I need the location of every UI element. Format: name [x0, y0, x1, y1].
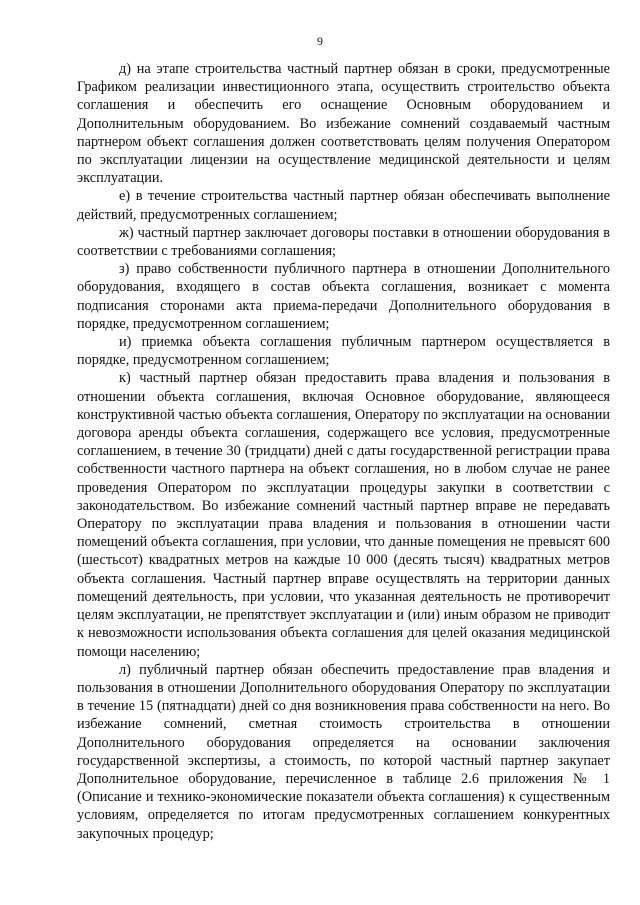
document-body [77, 60, 610, 843]
paragraph-l: л) публичный партнер обязан обеспечить предоставление прав владения и пользования в отношении Дополнительного оборудования Оператору по эксплуатации в течение 15 (пятнадцати) дней со дня возникновения права собственности на него. Во избежание сомнений, сметная стоимость строительства в отношении Дополнительного оборудования определяется на основании заключения государственной экспертизы, а стоимость, по которой частный партнер закупает Дополнительное оборудование, перечисленное в таблице 2.6 приложения № 1 (Описание и технико-экономические показатели объекта соглашения) к существенным условиям, определяется по итогам предусмотренных соглашением конкурентных закупочных процедур; [77, 661, 610, 842]
paragraph-z: з) право собственности публичного партнера в отношении Дополнительного оборудования, входящего в состав объекта соглашения, возникает с момента подписания сторонами акта приема-передачи Дополнительного оборудования в порядке, предусмотренном соглашением; [77, 261, 610, 332]
paragraph-zh: ж) частный партнер заключает договоры поставки в отношении оборудования в соответствии с требованиями соглашения; [77, 224, 610, 260]
paragraph-i: и) приемка объекта соглашения публичным партнером осуществляется в порядке, предусмотренном соглашением; [77, 334, 610, 369]
page-number: 9 [317, 34, 323, 48]
paragraph-e: е) в течение строительства частный партнер обязан обеспечивать выполнение действий, предусмотренных соглашением; [77, 188, 610, 223]
paragraph-d: д) на этапе строительства частный партнер обязан в сроки, предусмотренные Графиком реализации инвестиционного этапа, осуществить строительство объекта соглашения и обеспечить его оснащение Основным оборудованием и Дополнительным оборудованием. Во избежание сомнений создаваемый частным партнером объект соглашения должен соответствовать целям получения Оператором по эксплуатации лицензии на осуществление медицинской деятельности и целям эксплуатации. [77, 61, 610, 187]
paragraph-k: к) частный партнер обязан предоставить права владения и пользования в отношении объекта соглашения, включая Основное оборудование, являющееся конструктивной частью объекта соглашения, Оператору по эксплуатации на основании договора аренды объекта соглашения, содержащего все условия, предусмотренные соглашением, в течение 30 (тридцати) дней с даты государственной регистрации права собственности частного партнера на объект соглашения, но в любом случае не ранее проведения Оператором по эксплуатации процедуры закупки в соответствии с законодательством. Во избежание сомнений частный партнер вправе не передавать Оператору по эксплуатации права владения и пользования в отношении части помещений объекта соглашения, при условии, что данные помещения не превысят 600 (шестьсот) квадратных метров на каждые 10 000 (десять тысяч) квадратных метров объекта соглашения. Частный партнер вправе осуществлять на территории данных помещений деятельность, при условии, что указанная деятельность не противоречит целям эксплуатации, не препятствует эксплуатации и (или) иным образом не приводит к невозможности использования объекта соглашения для целей оказания медицинской помощи населению; [77, 370, 610, 660]
